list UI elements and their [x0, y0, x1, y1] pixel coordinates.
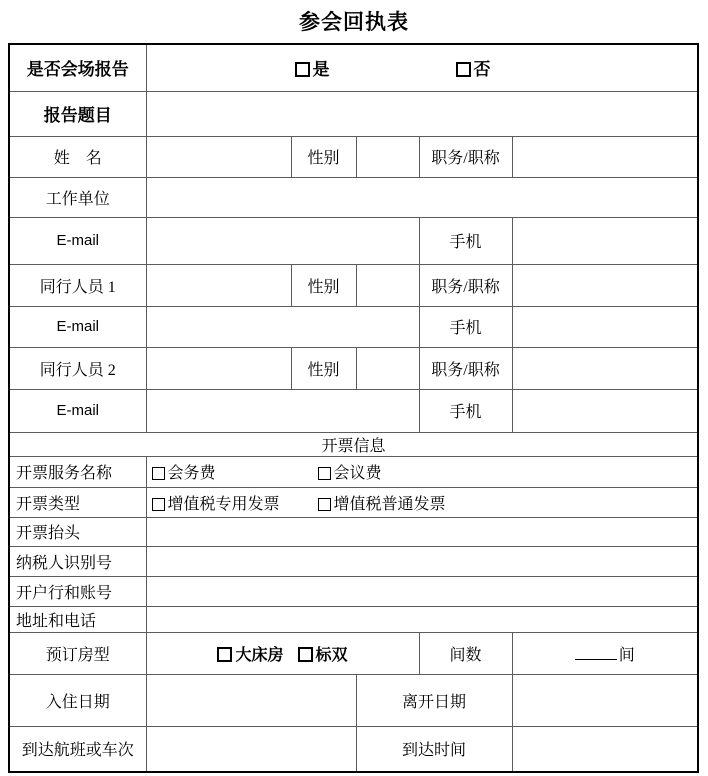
report-title-label: 报告题目 — [9, 91, 146, 136]
row-room-type — [9, 632, 698, 674]
email-input-cell[interactable] — [146, 217, 419, 264]
companion2-mobile-label: 手机 — [419, 389, 512, 432]
report-title-input-cell[interactable] — [146, 91, 698, 136]
row-invoice-service — [9, 456, 698, 487]
option-conference-fee[interactable] — [318, 460, 382, 483]
job-title-label: 职务/职称 — [419, 136, 512, 177]
option-no[interactable] — [456, 55, 491, 80]
row-attendee-email — [9, 217, 698, 264]
arrival-flight-input-cell[interactable] — [146, 726, 356, 772]
companion2-job-title-input-cell[interactable] — [512, 347, 698, 389]
yes-label: 是 — [312, 60, 330, 80]
row-report-question — [9, 44, 698, 91]
companion1-job-title-label: 职务/职称 — [419, 264, 512, 306]
row-invoice-section — [9, 432, 698, 456]
address-phone-label: 地址和电话 — [9, 606, 146, 632]
bank-account-input-cell[interactable] — [146, 576, 698, 606]
vat-special-checkbox-icon[interactable] — [152, 498, 165, 511]
companion1-email-label: E-mail — [9, 306, 146, 347]
reply-form-document — [0, 6, 708, 773]
standard-twin-checkbox-icon[interactable] — [298, 647, 313, 662]
report-options-cell — [146, 44, 698, 91]
room-count-label: 间数 — [419, 632, 512, 674]
row-companion2-email — [9, 389, 698, 432]
option-conference-service-fee[interactable] — [152, 460, 318, 483]
invoice-type-options-cell — [146, 487, 698, 517]
checkout-input-cell[interactable] — [512, 674, 698, 726]
companion2-gender-label: 性别 — [291, 347, 356, 389]
companion1-label: 同行人员 1 — [9, 264, 146, 306]
companion1-mobile-input-cell[interactable] — [512, 306, 698, 347]
king-room-label: 大床房 — [235, 646, 284, 664]
invoice-service-label: 开票服务名称 — [9, 456, 146, 487]
option-king-room[interactable] — [217, 642, 283, 665]
email-label: E-mail — [9, 217, 146, 264]
row-bank-account — [9, 576, 698, 606]
row-arrival — [9, 726, 698, 772]
no-checkbox-icon[interactable] — [456, 62, 471, 77]
option-vat-special-invoice[interactable] — [152, 491, 318, 514]
room-type-options-group — [147, 642, 419, 665]
row-checkin-checkout — [9, 674, 698, 726]
vat-special-label: 增值税专用发票 — [167, 495, 280, 513]
vat-general-label: 增值税普通发票 — [333, 495, 446, 513]
checkin-label: 入住日期 — [9, 674, 146, 726]
companion2-email-input-cell[interactable] — [146, 389, 419, 432]
row-invoice-type — [9, 487, 698, 517]
mobile-input-cell[interactable] — [512, 217, 698, 264]
name-label: 姓 名 — [9, 136, 146, 177]
row-attendee-name — [9, 136, 698, 177]
yes-checkbox-icon[interactable] — [295, 62, 310, 77]
companion1-email-input-cell[interactable] — [146, 306, 419, 347]
companion1-mobile-label: 手机 — [419, 306, 512, 347]
report-question-label: 是否会场报告 — [9, 44, 146, 91]
invoice-type-label: 开票类型 — [9, 487, 146, 517]
reply-form-table — [8, 43, 699, 773]
option-standard-twin[interactable] — [298, 642, 348, 665]
companion2-mobile-input-cell[interactable] — [512, 389, 698, 432]
gender-input-cell[interactable] — [356, 136, 419, 177]
arrival-time-label: 到达时间 — [356, 726, 512, 772]
tax-id-label: 纳税人识别号 — [9, 546, 146, 576]
companion2-email-label: E-mail — [9, 389, 146, 432]
invoice-type-options-group — [147, 491, 698, 514]
row-address-phone — [9, 606, 698, 632]
checkin-input-cell[interactable] — [146, 674, 356, 726]
companion1-gender-label: 性别 — [291, 264, 356, 306]
row-companion1 — [9, 264, 698, 306]
checkout-label: 离开日期 — [356, 674, 512, 726]
option-vat-general-invoice[interactable] — [318, 491, 446, 514]
companion1-name-input-cell[interactable] — [146, 264, 291, 306]
mobile-label: 手机 — [419, 217, 512, 264]
standard-twin-label: 标双 — [315, 646, 348, 664]
arrival-time-input-cell[interactable] — [512, 726, 698, 772]
invoice-service-options-cell — [146, 456, 698, 487]
conference-fee-checkbox-icon[interactable] — [318, 467, 331, 480]
arrival-flight-label: 到达航班或车次 — [9, 726, 146, 772]
job-title-input-cell[interactable] — [512, 136, 698, 177]
king-room-checkbox-icon[interactable] — [217, 647, 232, 662]
companion2-name-input-cell[interactable] — [146, 347, 291, 389]
companion2-gender-input-cell[interactable] — [356, 347, 419, 389]
report-options-group — [147, 55, 698, 80]
option-yes[interactable] — [295, 55, 330, 80]
room-count-input-cell[interactable] — [512, 632, 698, 674]
room-type-label: 预订房型 — [9, 632, 146, 674]
invoice-header-input-cell[interactable] — [146, 517, 698, 546]
row-report-title — [9, 91, 698, 136]
conference-service-fee-label: 会务费 — [167, 465, 216, 482]
companion2-job-title-label: 职务/职称 — [419, 347, 512, 389]
bank-account-label: 开户行和账号 — [9, 576, 146, 606]
vat-general-checkbox-icon[interactable] — [318, 498, 331, 511]
room-count-unit-label: 间 — [618, 646, 635, 664]
invoice-section-title: 开票信息 — [9, 432, 698, 456]
invoice-service-options-group — [147, 460, 698, 483]
row-work-unit — [9, 177, 698, 217]
conference-fee-label: 会议费 — [333, 465, 382, 482]
companion1-gender-input-cell[interactable] — [356, 264, 419, 306]
room-count-blank-line[interactable] — [575, 645, 617, 660]
companion2-label: 同行人员 2 — [9, 347, 146, 389]
row-companion1-email — [9, 306, 698, 347]
tax-id-input-cell[interactable] — [146, 546, 698, 576]
row-invoice-header — [9, 517, 698, 546]
work-unit-label: 工作单位 — [9, 177, 146, 217]
work-unit-input-cell[interactable] — [146, 177, 698, 217]
row-companion2 — [9, 347, 698, 389]
gender-label: 性别 — [291, 136, 356, 177]
no-label: 否 — [473, 60, 491, 80]
conference-service-fee-checkbox-icon[interactable] — [152, 467, 165, 480]
page-title: 参会回执表 — [299, 11, 409, 34]
address-phone-input-cell[interactable] — [146, 606, 698, 632]
companion1-job-title-input-cell[interactable] — [512, 264, 698, 306]
invoice-header-label: 开票抬头 — [9, 517, 146, 546]
row-tax-id — [9, 546, 698, 576]
name-input-cell[interactable] — [146, 136, 291, 177]
room-type-options-cell — [146, 632, 419, 674]
